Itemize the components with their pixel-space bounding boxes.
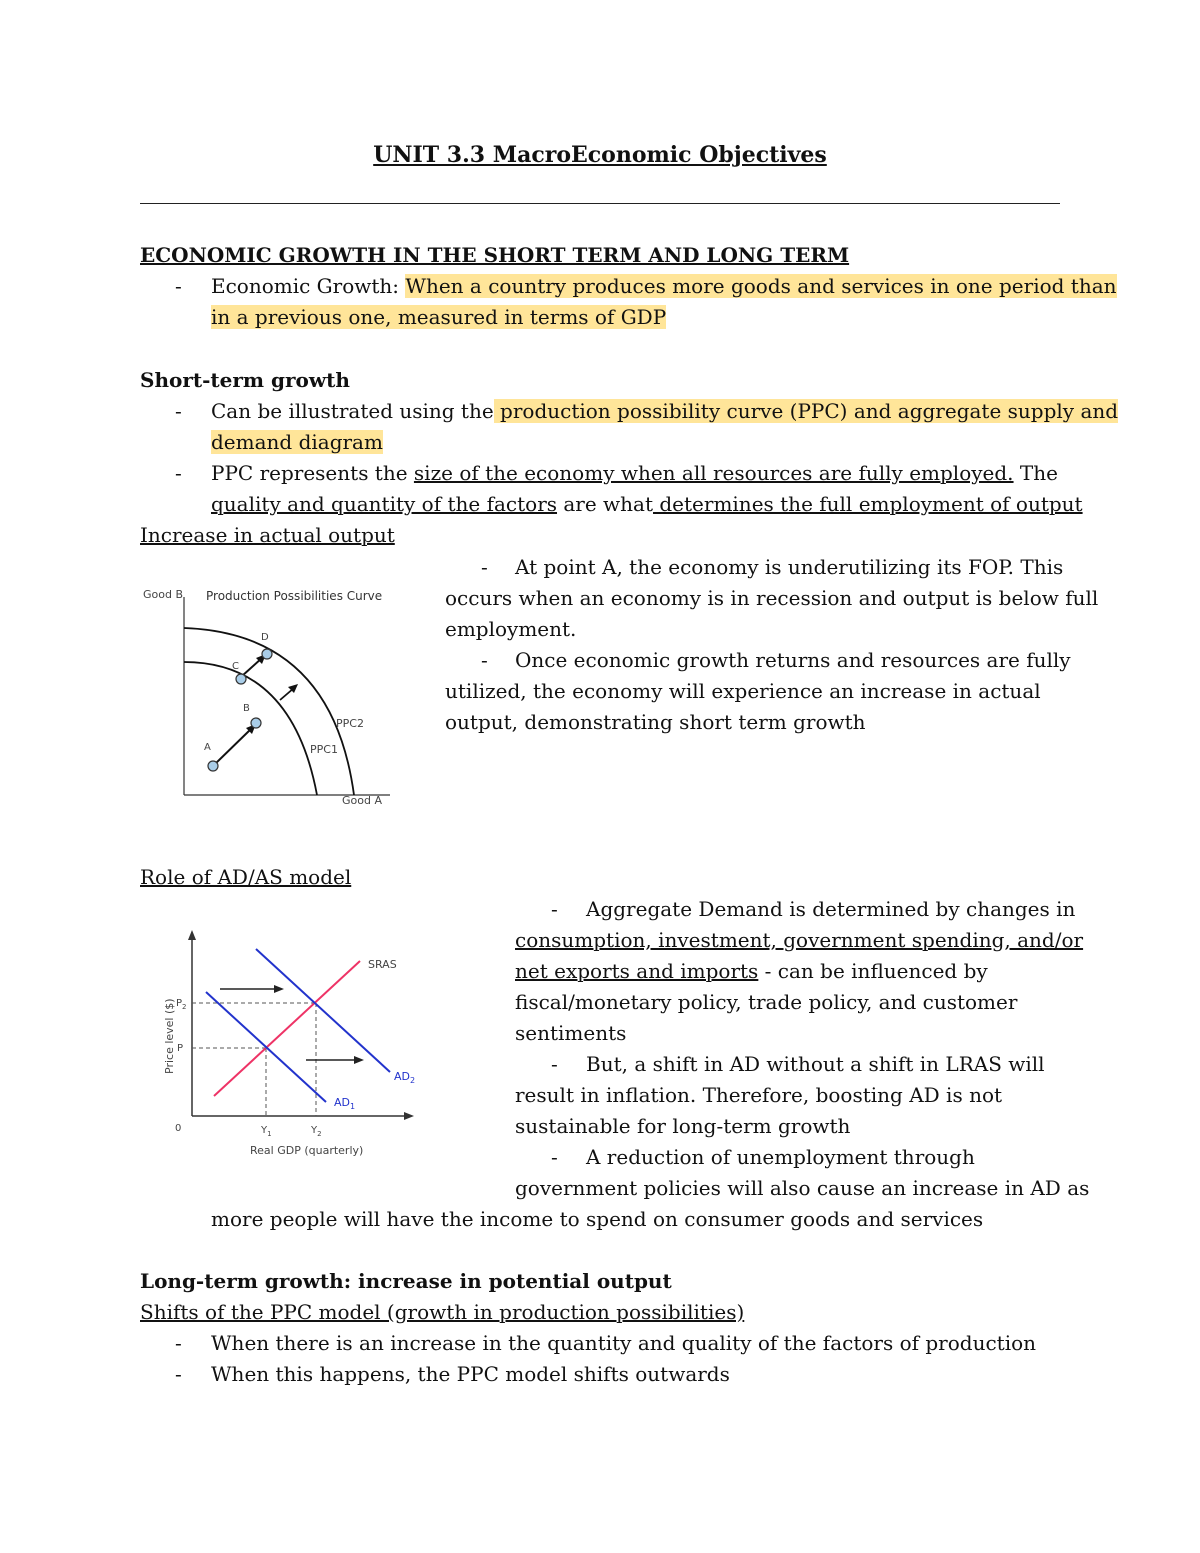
adas-text-3-line-3: more people will have the income to spend on consumer goods and services	[211, 1207, 984, 1231]
ppc-shift-subheading: Shifts of the PPC model (growth in production possibilities)	[140, 1300, 745, 1324]
shift-arrow-top-head	[274, 985, 284, 993]
y1-label	[260, 1125, 272, 1138]
y1-label-text: Y	[261, 1125, 268, 1136]
adas-text-3-line-2: government policies will also cause an increase in AD as	[515, 1176, 1090, 1200]
bullet-highlight-cont: demand diagram	[211, 430, 383, 454]
adas-text-3-line-1: A reduction of unemployment through	[586, 1145, 975, 1169]
point-d-label: D	[261, 632, 269, 643]
bullet-marker: -	[175, 274, 182, 298]
point-b-marker	[251, 718, 261, 728]
short-term-bullet-2-cont	[211, 489, 1083, 520]
bullet-underline: quality and quantity of the factors	[211, 492, 558, 516]
bullet-text: Can be illustrated using the	[211, 399, 494, 423]
ppc1-label: PPC1	[310, 743, 338, 756]
point-a-label: A	[204, 742, 211, 753]
point-d-marker	[262, 649, 272, 659]
short-term-bullet-1-cont	[211, 427, 383, 458]
p2-subscript: 2	[182, 1003, 187, 1011]
adas-origin-label: 0	[175, 1123, 182, 1134]
y2-subscript: 2	[317, 1130, 322, 1138]
adas-x-axis-arrowhead	[404, 1112, 414, 1120]
adas-text-1-line-1: Aggregate Demand is determined by changes in	[586, 897, 1076, 921]
long-term-heading: Long-term growth: increase in potential output	[140, 1269, 672, 1293]
adas-text-2-line-3: sustainable for long-term growth	[515, 1114, 851, 1138]
title-divider	[140, 203, 1060, 204]
ppc-text-1-line-1: At point A, the economy is underutilizing its FOP. This	[515, 555, 1064, 579]
bullet-marker: -	[175, 1362, 182, 1386]
adas-underline: net exports and imports	[515, 959, 759, 983]
adas-text-1-line-4: fiscal/monetary policy, trade policy, and customer	[515, 990, 1018, 1014]
ad1-label-text: AD	[334, 1096, 350, 1109]
adas-chart	[150, 926, 430, 1162]
short-term-heading: Short-term growth	[140, 368, 350, 392]
ppc-title: Production Possibilities Curve	[206, 589, 383, 603]
bullet-underline-2: determines the full employment of output	[653, 492, 1083, 516]
y2-label-text: Y	[311, 1125, 318, 1136]
ppc2-label: PPC2	[336, 717, 364, 730]
bullet-highlight: production possibility curve (PPC) and aggregate supply and	[493, 399, 1119, 423]
definition-highlight: When a country produces more goods and services in one period than	[405, 274, 1117, 298]
bullet-text: PPC represents the	[211, 461, 414, 485]
adas-y-axis-label: Price level ($)	[163, 998, 176, 1074]
point-c-marker	[236, 674, 246, 684]
p-label: P	[177, 1043, 184, 1054]
point-b-label: B	[243, 703, 250, 714]
bullet-marker: -	[175, 461, 182, 485]
ppc-x-axis-label: Good A	[342, 794, 382, 807]
bullet-text: are what	[557, 492, 654, 516]
ppc-text-2-line-1: Once economic growth returns and resources are fully	[515, 648, 1071, 672]
long-term-bullet-1: When there is an increase in the quantity and quality of the factors of production	[211, 1331, 1037, 1355]
adas-heading: Role of AD/AS model	[140, 865, 352, 889]
adas-text-2-line-1: But, a shift in AD without a shift in LRAS will	[586, 1052, 1045, 1076]
ppc-text-1-line-3: employment.	[445, 617, 577, 641]
adas-y-axis-arrowhead	[188, 930, 196, 940]
ppc-y-axis-label: Good B	[143, 588, 184, 601]
short-term-bullet-1	[211, 396, 1118, 427]
p2-label-text: P	[176, 998, 183, 1009]
adas-x-axis-label: Real GDP (quarterly)	[250, 1144, 364, 1157]
shift-arrow-bottom-head	[354, 1056, 364, 1064]
increase-actual-output-subheading: Increase in actual output	[140, 523, 395, 547]
y1-subscript: 1	[267, 1130, 272, 1138]
long-term-bullet-2: When this happens, the PPC model shifts outwards	[211, 1362, 730, 1386]
adas-text-2-line-2: result in inflation. Therefore, boosting AD is not	[515, 1083, 1003, 1107]
bullet-marker: -	[481, 555, 488, 579]
arrow-a-to-b	[214, 728, 252, 765]
bullet-underline: size of the economy when all resources are fully employed.	[413, 461, 1014, 485]
bullet-marker: -	[551, 1052, 558, 1076]
point-a-marker	[208, 761, 218, 771]
adas-text-1-line-3	[515, 956, 988, 987]
ad1-label	[334, 1096, 355, 1111]
bullet-marker: -	[175, 1331, 182, 1355]
definition-highlight-cont: in a previous one, measured in terms of GDP	[211, 305, 667, 329]
adas-text-post: - can be influenced by	[758, 959, 988, 983]
bullet-marker: -	[551, 1145, 558, 1169]
y2-label	[310, 1125, 322, 1138]
adas-text-1-line-5: sentiments	[515, 1021, 627, 1045]
sras-curve	[214, 961, 360, 1096]
definition-line-1	[211, 271, 1117, 302]
bullet-marker: -	[481, 648, 488, 672]
definition-label: Economic Growth:	[211, 274, 406, 298]
ad2-label	[394, 1070, 415, 1085]
bullet-marker: -	[551, 897, 558, 921]
ppc-text-2-line-2: utilized, the economy will experience an increase in actual	[445, 679, 1041, 703]
sras-label: SRAS	[368, 958, 397, 971]
point-c-label: C	[232, 661, 239, 672]
section-heading-economic-growth: ECONOMIC GROWTH IN THE SHORT TERM AND LONG TERM	[140, 243, 850, 267]
ppc-chart	[140, 583, 410, 808]
p2-label	[176, 998, 187, 1011]
document-title: UNIT 3.3 MacroEconomic Objectives	[373, 142, 827, 168]
short-term-bullet-2	[211, 458, 1058, 489]
bullet-text-post: The	[1013, 461, 1058, 485]
bullet-marker: -	[175, 399, 182, 423]
ad1-subscript: 1	[350, 1102, 356, 1111]
definition-line-2	[211, 302, 666, 333]
ad2-label-text: AD	[394, 1070, 410, 1083]
ppc-text-2-line-3: output, demonstrating short term growth	[445, 710, 866, 734]
ad2-subscript: 2	[410, 1076, 416, 1085]
adas-text-1-line-2: consumption, investment, government spending, and/or	[515, 928, 1084, 952]
ppc-text-1-line-2: occurs when an economy is in recession and output is below full	[445, 586, 1099, 610]
